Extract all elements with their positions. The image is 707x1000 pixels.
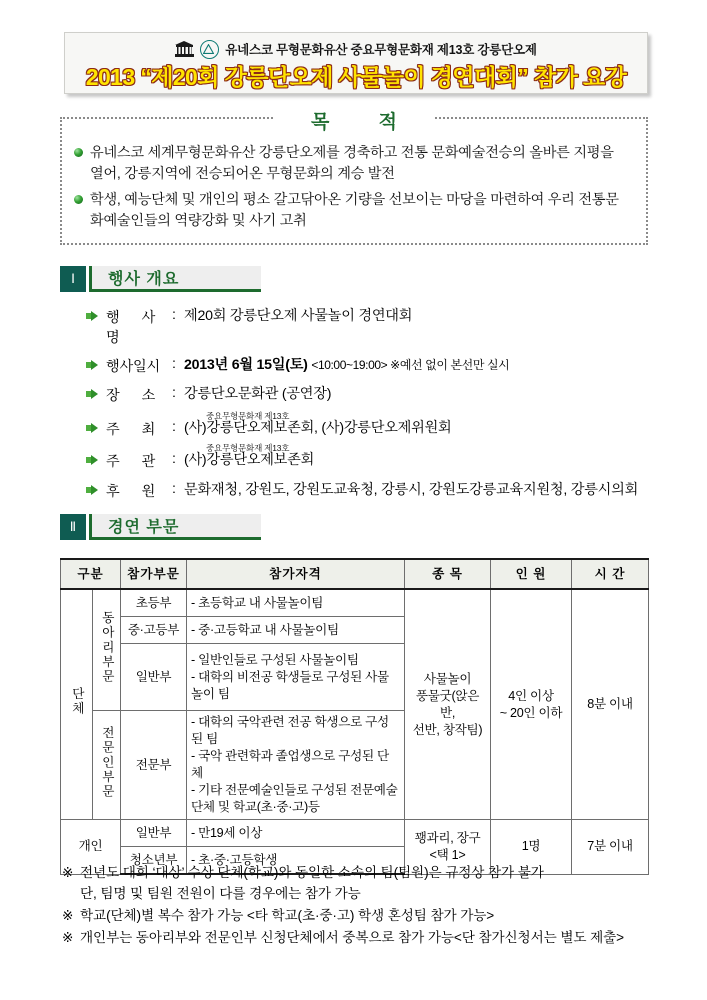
event-overview-list	[86, 307, 656, 510]
event-row-venue	[86, 385, 656, 405]
unesco-temple-icon	[175, 41, 194, 57]
qualification-line: - 기타 전문예술인들로 구성된 전문예술단체 및 학교(초·중·고)등	[191, 783, 398, 814]
colon-separator: :	[172, 481, 176, 497]
event-row-value	[184, 356, 509, 375]
subgroup-label-club: 동아리부문	[99, 611, 114, 684]
event-row-value	[184, 443, 315, 470]
col-header-qualification: 참가자격	[187, 559, 405, 589]
qualification-cell-general-club	[187, 644, 405, 711]
footnote-text	[80, 862, 662, 904]
section-number-1: Ⅰ	[60, 266, 86, 292]
table-row	[61, 589, 649, 617]
colon-separator: :	[172, 307, 176, 323]
event-time-note: <10:00~19:00> ※예선 없이 본선만 실시	[311, 358, 510, 372]
col-header-event: 종 목	[405, 559, 491, 589]
subgroup-label-professional: 전문인부문	[99, 726, 114, 799]
col-header-time: 시 간	[572, 559, 649, 589]
event-cell-team	[405, 589, 491, 820]
col-header-people: 인 원	[491, 559, 572, 589]
people-cell-team	[491, 589, 572, 820]
event-row-host	[86, 411, 656, 439]
section-number-2: Ⅱ	[60, 514, 86, 540]
reference-mark-icon: ※	[62, 908, 74, 923]
event-row-value: 문화재청, 강원도, 강원도교육청, 강릉시, 강원도강릉교육지원청, 강릉시의회	[184, 482, 639, 498]
subgroup-cell-professional	[93, 711, 121, 820]
group-label-team: 단체	[69, 687, 84, 717]
time-cell-team: 8분 이내	[572, 589, 649, 820]
section-label-2: 경연 부문	[108, 519, 180, 536]
section-title-bar-2	[89, 514, 261, 540]
footnote-line: 전년도 대회 ‘대상’ 수상 단체(학교)와 동일한 소속의 팀(팀원)은 규정상 참가 불가	[80, 865, 544, 880]
event-line: 선반, 창작팀)	[412, 722, 483, 737]
event-row-label: 행 사 명	[106, 310, 165, 346]
colon-separator: :	[172, 451, 176, 467]
event-row-value: 강릉단오문화관 (공연장)	[184, 386, 332, 402]
competition-table-wrapper	[60, 558, 648, 875]
arrow-bullet-icon	[86, 423, 98, 434]
sphere-bullet-icon	[74, 195, 83, 204]
colon-separator: :	[172, 385, 176, 401]
division-cell-general-club: 일반부	[121, 644, 187, 711]
event-row-name	[86, 307, 656, 347]
event-line: 풍물굿(앉은반,	[415, 688, 480, 720]
qualification-line: - 대학의 비전공 학생들로 구성된 사물놀이 팀	[191, 669, 389, 701]
arrow-bullet-icon	[86, 485, 98, 496]
footnote-text: 개인부는 동아리부와 전문인부 신청단체에서 중복으로 참가 가능<단 참가신청서는 별도 제출>	[80, 930, 624, 945]
event-row-label: 주 최	[106, 422, 165, 438]
group-cell-team	[61, 589, 93, 820]
qualification-cell-general-individual: - 만19세 이상	[187, 820, 405, 847]
banner-title: 2013 “제20회 강릉단오제 사물놀이 경연대회” 참가 요강	[85, 64, 627, 90]
event-row-value: 제20회 강릉단오제 사물놀이 경연대회	[184, 308, 413, 324]
footnote-text: 학교(단체)별 복수 참가 가능 <타 학교(초·중·고) 학생 혼성팀 참가 가능>	[80, 908, 495, 923]
group-cell-individual: 개인	[61, 820, 121, 875]
qualification-line: - 국악 관련학과 졸업생으로 구성된 단체	[191, 749, 389, 780]
arrow-bullet-icon	[86, 455, 98, 466]
section-heading-2	[60, 514, 261, 540]
purpose-heading: 목 적	[273, 107, 435, 134]
division-cell-elementary: 초등부	[121, 589, 187, 617]
event-row-label: 주 관	[106, 454, 165, 470]
section-heading-1	[60, 266, 261, 292]
table-header-row	[61, 559, 649, 589]
people-line: 4인 이상	[508, 688, 554, 703]
purpose-box	[60, 112, 648, 245]
event-row-label: 장 소	[106, 388, 165, 404]
footnote-list	[62, 862, 662, 949]
footnote-line: 단, 팀명 및 팀원 전원이 다를 경우에는 참가 가능	[80, 886, 361, 901]
triangle-circle-logo-icon	[200, 40, 219, 59]
organizer-value-text: (사)강릉단오제보존회	[184, 452, 315, 468]
division-cell-general-individual: 일반부	[121, 820, 187, 847]
division-cell-youth: 청소년부	[121, 847, 187, 875]
purpose-body	[62, 119, 646, 232]
competition-table	[60, 558, 649, 875]
people-line: ~ 20인 이하	[499, 705, 563, 720]
event-row-sponsor	[86, 481, 656, 501]
event-row-label: 후 원	[106, 484, 165, 500]
colon-separator: :	[172, 419, 176, 435]
reference-mark-icon: ※	[62, 865, 74, 880]
section-title-bar-1	[89, 266, 261, 292]
purpose-item-text: 학생, 예능단체 및 개인의 평소 갈고닦아온 기량을 선보이는 마당을 마련하여 우리 전통문화예술인들의 역량강화 및 사기 고취	[90, 192, 619, 229]
event-row-datetime	[86, 356, 656, 376]
footnote-item	[62, 862, 662, 904]
qualification-cell-youth: - 초·중·고등학생	[187, 847, 405, 875]
footnote-item	[62, 905, 662, 926]
qualification-line: - 대학의 국악관련 전공 학생으로 구성된 팀	[191, 715, 389, 746]
purpose-item	[74, 143, 630, 185]
host-value-text: (사)강릉단오제보존회, (사)강릉단오제위원회	[184, 420, 452, 436]
people-cell-individual: 1명	[491, 820, 572, 875]
event-date-bold: 2013년 6월 15일(토)	[184, 357, 308, 373]
qualification-cell-middlehigh: - 중·고등학교 내 사물놀이팀	[187, 617, 405, 644]
sphere-bullet-icon	[74, 148, 83, 157]
colon-separator: :	[172, 356, 176, 372]
division-cell-middlehigh: 중·고등부	[121, 617, 187, 644]
event-line: 꽹과리, 장구	[414, 830, 481, 845]
arrow-bullet-icon	[86, 311, 98, 322]
qualification-line: - 일반인들로 구성된 사물놀이팀	[191, 652, 359, 667]
subgroup-cell-club	[93, 589, 121, 711]
arrow-bullet-icon	[86, 389, 98, 400]
division-cell-professional: 전문부	[121, 711, 187, 820]
event-row-value	[184, 411, 452, 438]
header-banner	[64, 32, 648, 94]
qualification-cell-professional	[187, 711, 405, 820]
purpose-item-text: 유네스코 세계무형문화유산 강릉단오제를 경축하고 전통 문화예술전승의 올바른 지평을 열어, 강릉지역에 전승되어온 무형문화의 계승 발전	[90, 145, 614, 182]
organizer-superscript-note: 중요무형문화재 제13호	[206, 443, 290, 453]
col-header-division: 참가부문	[121, 559, 187, 589]
banner-subtitle: 유네스코 무형문화유산 중요무형문화재 제13호 강릉단오제	[225, 43, 537, 57]
arrow-bullet-icon	[86, 360, 98, 371]
col-header-group: 구분	[61, 559, 121, 589]
qualification-cell-elementary: - 초등학교 내 사물놀이팀	[187, 589, 405, 617]
footnote-item	[62, 927, 662, 948]
event-line: <택 1>	[429, 847, 466, 862]
event-line: 사물놀이	[423, 671, 472, 686]
time-cell-individual: 7분 이내	[572, 820, 649, 875]
host-superscript-note: 중요무형문화재 제13호	[206, 411, 290, 421]
section-label-1: 행사 개요	[108, 271, 180, 288]
purpose-item	[74, 190, 630, 232]
reference-mark-icon: ※	[62, 930, 74, 945]
banner-subtitle-row	[65, 33, 647, 62]
event-row-organizer	[86, 443, 656, 471]
table-row	[61, 820, 649, 847]
event-row-label: 행사일시	[106, 359, 161, 375]
